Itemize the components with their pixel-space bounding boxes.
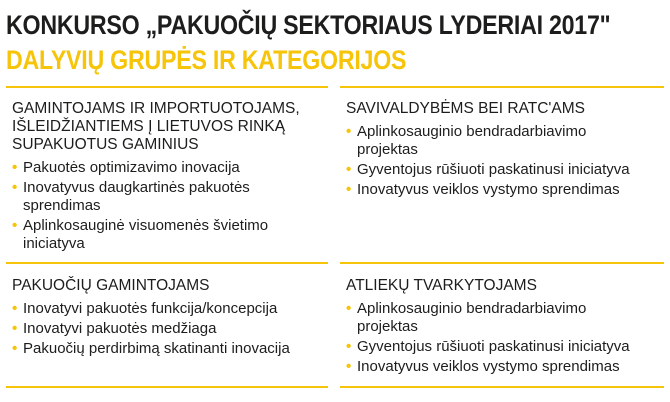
category-text-line: sprendimas [23,197,101,214]
category-text-line: Inovatyvi pakuotės funkcija/koncepcija [23,300,278,317]
category-item [346,123,662,159]
category-text-line: Inovatyvi pakuotės medžiaga [23,320,217,337]
page-title: KONKURSO „PAKUOČIŲ SEKTORIAUS LYDERIAI 2017" [6,10,611,40]
divider-top-right [340,86,664,88]
category-text-line: Aplinkosauginė visuomenės švietimo [23,217,269,234]
category-text-line: Aplinkosauginio bendradarbiavimo [357,123,587,140]
category-list [346,123,662,199]
category-text-line: Gyventojus rūšiuoti paskatinusi iniciatyva [357,161,630,178]
category-item [12,300,328,318]
group-municipalities [346,100,662,201]
category-text-line: Gyventojus rūšiuoti paskatinusi iniciatyva [357,338,630,355]
category-text [357,358,662,376]
category-text [23,159,328,177]
category-list [12,159,328,253]
group-title-line: GAMINTOJAMS IR IMPORTUOTOJAMS, [12,100,300,117]
group-title [346,277,662,295]
group-title-line: ATLIEKŲ TVARKYTOJAMS [346,277,537,294]
category-item [346,161,662,179]
group-title [346,100,662,118]
bullet-icon: • [346,338,352,355]
category-item [346,338,662,356]
category-text-line: Inovatyvus veiklos vystymo sprendimas [357,181,620,198]
group-title [12,100,328,154]
bullet-icon: • [346,300,352,317]
category-text-line: iniciatyva [23,235,85,252]
bullet-icon: • [12,320,18,337]
bullet-icon: • [346,161,352,178]
group-packaging-manufacturers [12,277,328,360]
category-text [357,300,662,336]
category-list [12,300,328,358]
category-item [12,320,328,338]
group-waste-managers [346,277,662,378]
bullet-icon: • [12,300,18,317]
category-item [12,159,328,177]
bullet-icon: • [346,181,352,198]
category-text-line: Pakuočių perdirbimą skatinanti inovacija [23,340,290,357]
category-text [357,161,662,179]
group-producers-importers [12,100,328,255]
divider-middle-right [340,262,664,264]
bullet-icon: • [12,217,18,234]
category-item [12,179,328,215]
category-list [346,300,662,376]
category-text [357,181,662,199]
category-item [346,358,662,376]
divider-bottom-right [340,386,664,388]
bullet-icon: • [12,179,18,196]
divider-top-left [6,86,328,88]
category-text-line: Inovatyvus veiklos vystymo sprendimas [357,358,620,375]
group-title-line: PAKUOČIŲ GAMINTOJAMS [12,277,210,294]
divider-middle-left [6,262,328,264]
bullet-icon: • [346,358,352,375]
category-text [23,340,328,358]
category-item [12,217,328,253]
group-title-line: SUPAKUOTUS GAMINIUS [12,136,199,153]
category-text [23,217,328,253]
category-text-line: Aplinkosauginio bendradarbiavimo [357,300,587,317]
category-item [346,181,662,199]
category-text-line: projektas [357,318,418,335]
group-title-line: SAVIVALDYBĖMS BEI RATC'AMS [346,100,585,117]
page-subtitle: DALYVIŲ GRUPĖS IR KATEGORIJOS [6,45,407,75]
category-text-line: Inovatyvus daugkartinės pakuotės [23,179,250,196]
category-text [23,300,328,318]
category-item [346,300,662,336]
group-title [12,277,328,295]
divider-bottom-left [6,386,328,388]
category-text [357,123,662,159]
category-text-line: projektas [357,141,418,158]
bullet-icon: • [12,340,18,357]
category-item [12,340,328,358]
category-text [23,179,328,215]
category-text [357,338,662,356]
category-text [23,320,328,338]
category-text-line: Pakuotės optimizavimo inovacija [23,159,240,176]
bullet-icon: • [346,123,352,140]
bullet-icon: • [12,159,18,176]
group-title-line: IŠLEIDŽIANTIEMS Į LIETUVOS RINKĄ [12,118,286,135]
